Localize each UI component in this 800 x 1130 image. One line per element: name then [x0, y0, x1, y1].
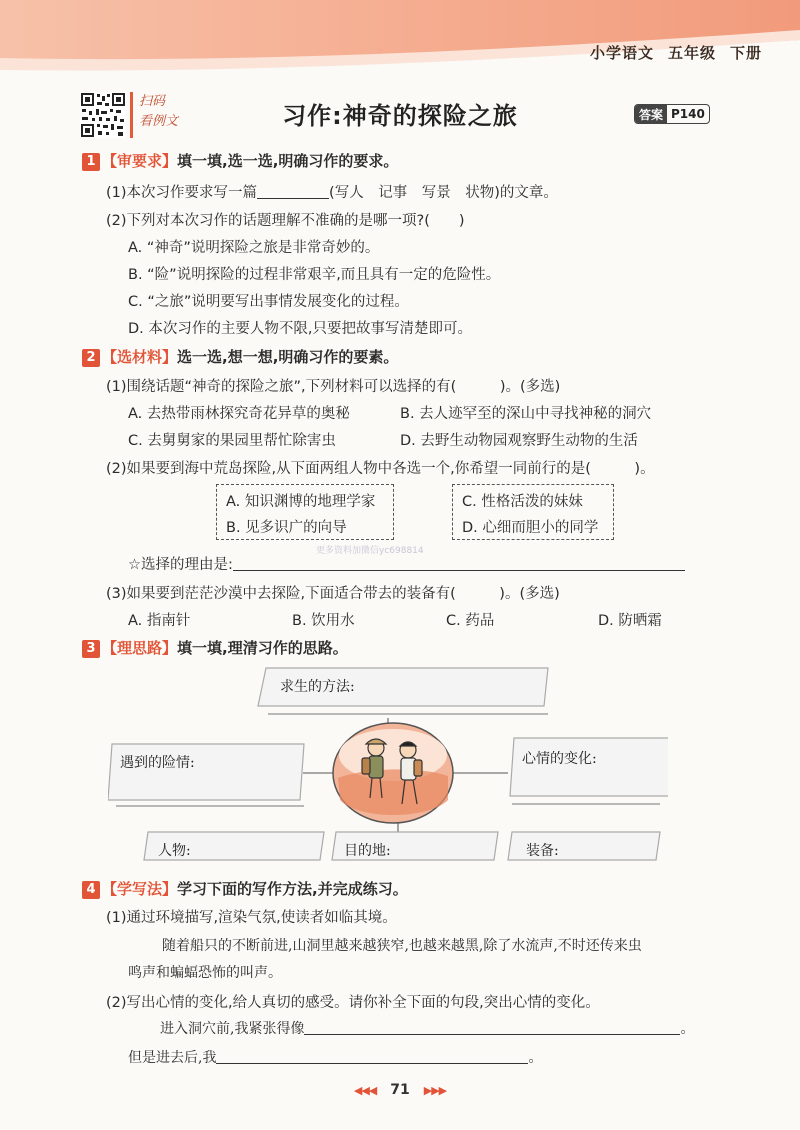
- qr-label-line-2: 看例文: [139, 114, 179, 129]
- s4-fill-2-period: 。: [528, 1050, 543, 1066]
- page-title: 习作:神奇的探险之旅: [282, 102, 518, 130]
- section-2-tag: 【选材料】: [102, 348, 178, 366]
- characters-label: 人物:: [158, 843, 191, 859]
- s2-q1-option-c: C. 去舅舅家的果园里帮忙除害虫: [128, 433, 336, 449]
- s4-fill-2-blank[interactable]: [216, 1063, 528, 1064]
- s4-method-1: (1)通过环境描写,渲染气氛,使读者如临其境。: [106, 910, 397, 926]
- page-number: 71: [390, 1082, 410, 1098]
- s1-q1-post: (写人 记事 写景 状物)的文章。: [329, 185, 558, 201]
- section-1-tag: 【审要求】: [102, 152, 178, 170]
- s2-reason-label: ☆选择的理由是:: [128, 557, 233, 573]
- s2-q1: (1)围绕话题“神奇的探险之旅”,下列材料可以选择的有( )。(多选): [106, 379, 561, 395]
- s1-q1-pre: (1)本次习作要求写一篇: [106, 185, 258, 201]
- equipment-label: 装备:: [526, 843, 559, 859]
- section-3-text: 填一填,理清习作的思路。: [177, 639, 348, 657]
- group-1-option-a: A. 知识渊博的地理学家: [226, 494, 376, 510]
- s1-q1: [106, 181, 558, 202]
- group-2-option-d: D. 心细而胆小的同学: [462, 520, 599, 536]
- s4-fill-2-text: 但是进去后,我: [128, 1050, 217, 1066]
- header-banner: [0, 0, 800, 80]
- section-3-number: 3: [82, 640, 100, 658]
- page-footer: [0, 1082, 800, 1098]
- s1-option-a: A. “神奇”说明探险之旅是非常奇妙的。: [128, 240, 380, 256]
- destination-label: 目的地:: [344, 843, 391, 859]
- s2-q3: (3)如果要到茫茫沙漠中去探险,下面适合带去的装备有( )。(多选): [106, 586, 560, 602]
- watermark: 更多资料加微信yc698814: [316, 546, 424, 556]
- s2-reason: [128, 553, 685, 574]
- s4-example-line-1: 随着船只的不断前进,山洞里越来越狭窄,也越来越黑,除了水流声,不时还传来虫: [162, 938, 642, 954]
- section-2-text: 选一选,想一想,明确习作的要素。: [177, 348, 399, 366]
- section-4-heading: [82, 878, 408, 899]
- answer-badge[interactable]: [634, 104, 710, 124]
- s2-q1-option-b: B. 去人迹罕至的深山中寻找神秘的洞穴: [400, 406, 652, 422]
- s4-fill-line-2: [128, 1047, 542, 1067]
- s2-q1-option-a: A. 去热带雨林探究奇花异草的奥秘: [128, 406, 350, 422]
- s2-q3-option-b: B. 饮用水: [292, 613, 355, 629]
- s2-q3-option-c: C. 药品: [446, 613, 495, 629]
- s1-option-d: D. 本次习作的主要人物不限,只要把故事写清楚即可。: [128, 321, 472, 337]
- writing-idea-diagram: [108, 660, 668, 870]
- mood-change-label: 心情的变化:: [522, 751, 597, 767]
- s4-example-line-2: 鸣声和蝙蝠恐怖的叫声。: [128, 965, 282, 981]
- s2-q2: (2)如果要到海中荒岛探险,从下面两组人物中各选一个,你希望一同前行的是( )。: [106, 461, 655, 477]
- section-1-text: 填一填,选一选,明确习作的要求。: [177, 152, 399, 170]
- prev-arrows-icon: ◀◀◀: [353, 1084, 377, 1097]
- section-2-number: 2: [82, 349, 100, 367]
- qr-label-line-1: 扫码: [139, 94, 166, 109]
- header-course: [576, 42, 762, 63]
- s2-q3-option-d: D. 防晒霜: [598, 613, 662, 629]
- answer-page: P140: [671, 107, 705, 121]
- group-1-option-b: B. 见多识广的向导: [226, 520, 347, 536]
- section-1-heading: [82, 150, 398, 171]
- s4-fill-1-blank[interactable]: [304, 1034, 680, 1035]
- s4-method-2: (2)写出心情的变化,给人真切的感受。请你补全下面的句段,突出心情的变化。: [106, 995, 600, 1011]
- s1-q1-blank[interactable]: [257, 198, 329, 199]
- s4-fill-line-1: [160, 1018, 694, 1038]
- s2-q1-option-d: D. 去野生动物园观察野生动物的生活: [400, 433, 638, 449]
- section-4-number: 4: [82, 881, 100, 899]
- s1-option-b: B. “险”说明探险的过程非常艰辛,而且具有一定的危险性。: [128, 267, 501, 283]
- section-1-number: 1: [82, 153, 100, 171]
- answer-label: 答案: [635, 105, 667, 124]
- group-2-option-c: C. 性格活泼的妹妹: [462, 494, 583, 510]
- danger-label: 遇到的险情:: [120, 755, 195, 771]
- survival-method-label: 求生的方法:: [280, 679, 355, 695]
- s1-q2: (2)下列对本次习作的话题理解不准确的是哪一项?( ): [106, 213, 465, 229]
- section-4-text: 学习下面的写作方法,并完成练习。: [177, 880, 408, 898]
- header-volume: 下册: [729, 44, 762, 62]
- section-4-tag: 【学写法】: [102, 880, 178, 898]
- header-grade: 五年级: [667, 44, 716, 62]
- header-subject: 小学语文: [589, 44, 654, 62]
- s1-option-c: C. “之旅”说明要写出事情发展变化的过程。: [128, 294, 409, 310]
- s2-q3-option-a: A. 指南针: [128, 613, 191, 629]
- next-arrows-icon: ▶▶▶: [423, 1084, 447, 1097]
- s2-reason-blank[interactable]: [233, 570, 685, 571]
- section-3-tag: 【理思路】: [102, 639, 178, 657]
- section-2-heading: [82, 346, 398, 367]
- section-3-heading: [82, 637, 348, 658]
- s4-fill-1-text: 进入洞穴前,我紧张得像: [160, 1021, 305, 1037]
- s4-fill-1-period: 。: [680, 1021, 695, 1037]
